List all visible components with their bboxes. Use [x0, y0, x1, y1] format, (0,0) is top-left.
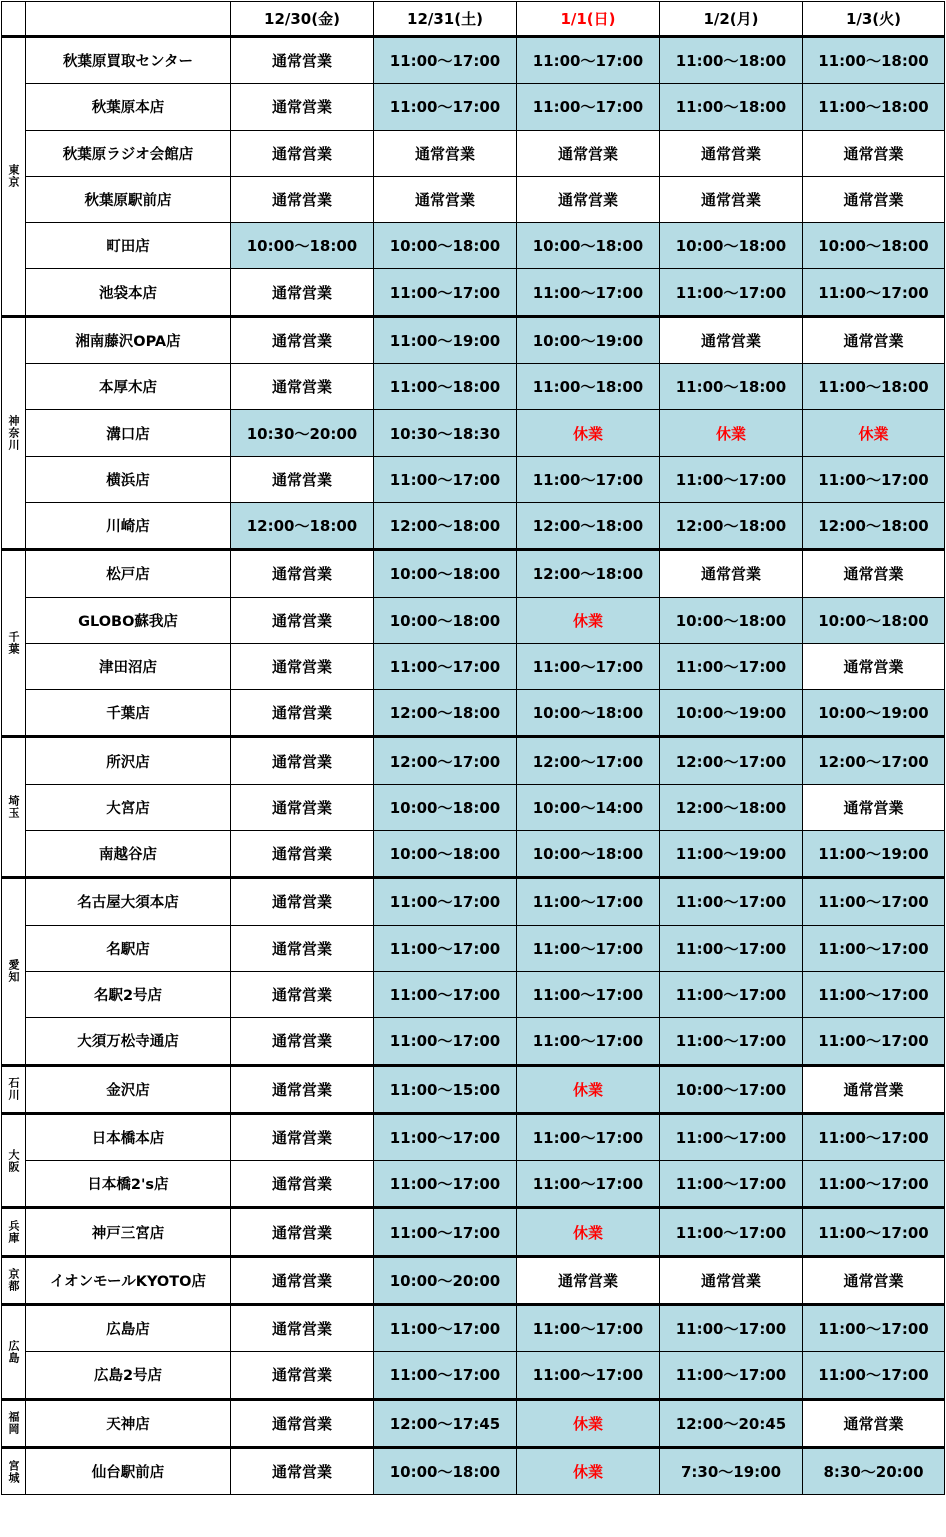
hours-cell: 通常営業	[803, 316, 945, 363]
hours-cell: 11:00〜17:00	[803, 1018, 945, 1065]
hours-cell: 通常営業	[660, 316, 803, 363]
hours-cell: 10:00〜18:00	[231, 223, 374, 269]
prefecture-label: 千葉	[2, 550, 26, 737]
hours-cell: 10:00〜18:00	[374, 597, 517, 643]
hours-cell: 10:30〜18:30	[374, 410, 517, 456]
hours-cell: 通常営業	[231, 971, 374, 1017]
hours-cell: 12:00〜20:45	[660, 1399, 803, 1447]
store-name: 南越谷店	[26, 831, 231, 878]
table-row	[2, 364, 945, 410]
store-name: 本厚木店	[26, 364, 231, 410]
hours-cell: 11:00〜17:00	[374, 84, 517, 130]
hours-cell: 11:00〜17:00	[374, 1208, 517, 1256]
hours-cell: 11:00〜18:00	[660, 37, 803, 84]
hours-cell: 12:00〜18:00	[374, 690, 517, 737]
hours-cell: 10:00〜18:00	[374, 784, 517, 830]
prefecture-group	[2, 316, 945, 549]
hours-cell: 10:00〜17:00	[660, 1065, 803, 1113]
hours-cell: 通常営業	[660, 176, 803, 222]
closed-cell: 休業	[660, 410, 803, 456]
hours-cell: 11:00〜17:00	[374, 925, 517, 971]
store-name: 池袋本店	[26, 269, 231, 316]
hours-cell: 通常営業	[231, 84, 374, 130]
hours-cell: 11:00〜17:00	[517, 269, 660, 316]
hours-cell: 10:00〜18:00	[374, 550, 517, 597]
hours-cell: 通常営業	[231, 1352, 374, 1399]
prefecture-label: 神奈川	[2, 316, 26, 549]
store-name: 広島店	[26, 1305, 231, 1352]
store-name: 広島2号店	[26, 1352, 231, 1399]
hours-cell: 通常営業	[231, 1113, 374, 1160]
hours-cell: 通常営業	[231, 1399, 374, 1447]
hours-cell: 12:00〜18:00	[660, 784, 803, 830]
hours-cell: 通常営業	[231, 690, 374, 737]
hours-cell: 11:00〜17:00	[803, 1305, 945, 1352]
table-row	[2, 784, 945, 830]
hours-cell: 10:00〜18:00	[517, 690, 660, 737]
store-name: 秋葉原駅前店	[26, 176, 231, 222]
hours-cell: 12:00〜18:00	[374, 502, 517, 549]
store-name: 日本橋2's店	[26, 1161, 231, 1208]
hours-cell: 通常営業	[231, 1018, 374, 1065]
hours-cell: 11:00〜17:00	[374, 1113, 517, 1160]
hours-cell: 11:00〜17:00	[660, 269, 803, 316]
hours-cell: 12:00〜17:00	[660, 737, 803, 784]
hours-cell: 11:00〜17:00	[803, 269, 945, 316]
hours-cell: 11:00〜17:00	[374, 269, 517, 316]
hours-cell: 12:00〜18:00	[231, 502, 374, 549]
prefecture-label: 大阪	[2, 1113, 26, 1208]
prefecture-group	[2, 37, 945, 317]
hours-cell: 12:00〜17:45	[374, 1399, 517, 1447]
date-header: 12/31(土)	[374, 2, 517, 37]
hours-cell: 通常営業	[517, 130, 660, 176]
store-name: 天神店	[26, 1399, 231, 1447]
hours-cell: 11:00〜17:00	[803, 1352, 945, 1399]
hours-cell: 通常営業	[803, 784, 945, 830]
prefecture-label: 埼玉	[2, 737, 26, 878]
hours-cell: 通常営業	[803, 643, 945, 689]
hours-cell: 通常営業	[660, 1256, 803, 1304]
hours-cell: 10:00〜14:00	[517, 784, 660, 830]
hours-cell: 通常営業	[231, 831, 374, 878]
hours-cell: 通常営業	[803, 176, 945, 222]
store-name: 金沢店	[26, 1065, 231, 1113]
prefecture-group	[2, 1399, 945, 1447]
hours-cell: 通常営業	[517, 176, 660, 222]
hours-cell: 7:30〜19:00	[660, 1447, 803, 1494]
hours-cell: 11:00〜19:00	[660, 831, 803, 878]
holiday-hours-table	[1, 1, 945, 1495]
hours-cell: 通常営業	[231, 364, 374, 410]
hours-cell: 通常営業	[660, 130, 803, 176]
hours-cell: 11:00〜17:00	[803, 971, 945, 1017]
table-row	[2, 84, 945, 130]
hours-cell: 11:00〜17:00	[660, 643, 803, 689]
hours-cell: 11:00〜17:00	[517, 643, 660, 689]
hours-cell: 通常営業	[517, 1256, 660, 1304]
table-row	[2, 597, 945, 643]
hours-cell: 11:00〜17:00	[660, 971, 803, 1017]
hours-cell: 11:00〜17:00	[517, 84, 660, 130]
hours-cell: 11:00〜17:00	[517, 456, 660, 502]
hours-cell: 11:00〜19:00	[803, 831, 945, 878]
store-name: GLOBO蘇我店	[26, 597, 231, 643]
hours-cell: 通常営業	[803, 1065, 945, 1113]
prefecture-group	[2, 1305, 945, 1400]
hours-cell: 11:00〜17:00	[803, 1161, 945, 1208]
prefecture-label: 愛知	[2, 878, 26, 1065]
hours-cell: 10:00〜18:00	[517, 831, 660, 878]
store-name: 溝口店	[26, 410, 231, 456]
hours-cell: 11:00〜17:00	[517, 925, 660, 971]
hours-cell: 10:00〜18:00	[374, 223, 517, 269]
prefecture-group	[2, 1208, 945, 1256]
store-name: 神戸三宮店	[26, 1208, 231, 1256]
prefecture-label: 広島	[2, 1305, 26, 1400]
store-name: 名駅店	[26, 925, 231, 971]
hours-cell: 通常営業	[231, 1208, 374, 1256]
store-name: 津田沼店	[26, 643, 231, 689]
hours-cell: 11:00〜17:00	[517, 1352, 660, 1399]
hours-cell: 11:00〜17:00	[660, 1208, 803, 1256]
hours-cell: 11:00〜17:00	[660, 1113, 803, 1160]
prefecture-label: 福岡	[2, 1399, 26, 1447]
hours-cell: 11:00〜17:00	[374, 643, 517, 689]
store-name: 町田店	[26, 223, 231, 269]
table-row	[2, 410, 945, 456]
hours-cell: 10:00〜18:00	[517, 223, 660, 269]
hours-cell: 通常営業	[231, 1065, 374, 1113]
hours-cell: 通常営業	[231, 316, 374, 363]
hours-cell: 通常営業	[231, 784, 374, 830]
table-row	[2, 502, 945, 549]
store-name: 名古屋大須本店	[26, 878, 231, 925]
hours-cell: 通常営業	[231, 1447, 374, 1494]
header-row	[2, 2, 945, 37]
hours-cell: 12:00〜18:00	[660, 502, 803, 549]
hours-cell: 11:00〜17:00	[517, 37, 660, 84]
hours-cell: 通常営業	[231, 925, 374, 971]
hours-cell: 12:00〜18:00	[517, 550, 660, 597]
hours-cell: 11:00〜17:00	[660, 1161, 803, 1208]
table-row	[2, 1113, 945, 1160]
store-name: 横浜店	[26, 456, 231, 502]
hours-cell: 通常営業	[231, 456, 374, 502]
prefecture-group	[2, 1447, 945, 1494]
hours-cell: 11:00〜17:00	[803, 925, 945, 971]
hours-cell: 通常営業	[803, 1399, 945, 1447]
hours-cell: 10:00〜19:00	[660, 690, 803, 737]
hours-cell: 11:00〜17:00	[660, 1018, 803, 1065]
hours-cell: 12:00〜18:00	[517, 502, 660, 549]
store-name: 秋葉原本店	[26, 84, 231, 130]
hours-cell: 通常営業	[231, 550, 374, 597]
hours-cell: 11:00〜18:00	[374, 364, 517, 410]
table-row	[2, 1447, 945, 1494]
prefecture-group	[2, 1256, 945, 1304]
hours-cell: 11:00〜17:00	[660, 1305, 803, 1352]
store-name: 大須万松寺通店	[26, 1018, 231, 1065]
hours-cell: 11:00〜17:00	[517, 1018, 660, 1065]
hours-cell: 11:00〜17:00	[517, 1161, 660, 1208]
hours-cell: 10:30〜20:00	[231, 410, 374, 456]
store-name: 日本橋本店	[26, 1113, 231, 1160]
table-row	[2, 1305, 945, 1352]
table-row	[2, 971, 945, 1017]
hours-cell: 11:00〜17:00	[374, 456, 517, 502]
hours-cell: 10:00〜18:00	[374, 831, 517, 878]
prefecture-label: 石川	[2, 1065, 26, 1113]
hours-cell: 11:00〜18:00	[517, 364, 660, 410]
corner-cell	[26, 2, 231, 37]
prefecture-label: 東京	[2, 37, 26, 317]
table-row	[2, 737, 945, 784]
table-row	[2, 223, 945, 269]
hours-cell: 10:00〜18:00	[803, 223, 945, 269]
hours-cell: 通常営業	[231, 878, 374, 925]
hours-cell: 10:00〜20:00	[374, 1256, 517, 1304]
hours-cell: 11:00〜17:00	[660, 925, 803, 971]
store-name: 松戸店	[26, 550, 231, 597]
hours-cell: 通常営業	[803, 1256, 945, 1304]
hours-cell: 通常営業	[803, 550, 945, 597]
store-name: 湘南藤沢OPA店	[26, 316, 231, 363]
hours-cell: 11:00〜15:00	[374, 1065, 517, 1113]
date-header: 1/1(日)	[517, 2, 660, 37]
hours-cell: 11:00〜19:00	[374, 316, 517, 363]
hours-cell: 通常営業	[803, 130, 945, 176]
table-row	[2, 1018, 945, 1065]
hours-cell: 通常営業	[231, 1305, 374, 1352]
store-name: イオンモールKYOTO店	[26, 1256, 231, 1304]
prefecture-label: 兵庫	[2, 1208, 26, 1256]
corner-cell	[2, 2, 26, 37]
table-header	[2, 2, 945, 37]
prefecture-group	[2, 878, 945, 1065]
hours-cell: 11:00〜18:00	[803, 84, 945, 130]
hours-cell: 11:00〜17:00	[517, 1113, 660, 1160]
table-row	[2, 1161, 945, 1208]
table-row	[2, 176, 945, 222]
hours-cell: 通常営業	[231, 1161, 374, 1208]
table-row	[2, 1208, 945, 1256]
prefecture-group	[2, 737, 945, 878]
hours-cell: 通常営業	[231, 1256, 374, 1304]
hours-cell: 10:00〜18:00	[660, 597, 803, 643]
closed-cell: 休業	[517, 1447, 660, 1494]
hours-cell: 通常営業	[374, 130, 517, 176]
table-row	[2, 1065, 945, 1113]
hours-cell: 通常営業	[231, 643, 374, 689]
hours-cell: 通常営業	[231, 737, 374, 784]
prefecture-label: 宮城	[2, 1447, 26, 1494]
store-name: 大宮店	[26, 784, 231, 830]
hours-cell: 10:00〜19:00	[517, 316, 660, 363]
closed-cell: 休業	[517, 597, 660, 643]
table-row	[2, 550, 945, 597]
store-name: 仙台駅前店	[26, 1447, 231, 1494]
table-row	[2, 1352, 945, 1399]
table-row	[2, 878, 945, 925]
hours-cell: 11:00〜18:00	[803, 364, 945, 410]
hours-cell: 通常営業	[660, 550, 803, 597]
store-name: 秋葉原買取センター	[26, 37, 231, 84]
hours-cell: 11:00〜17:00	[374, 37, 517, 84]
date-header: 12/30(金)	[231, 2, 374, 37]
store-name: 所沢店	[26, 737, 231, 784]
hours-cell: 11:00〜18:00	[660, 364, 803, 410]
hours-cell: 10:00〜19:00	[803, 690, 945, 737]
hours-cell: 11:00〜17:00	[374, 878, 517, 925]
table-row	[2, 1256, 945, 1304]
hours-cell: 通常営業	[231, 37, 374, 84]
store-name: 秋葉原ラジオ会館店	[26, 130, 231, 176]
hours-cell: 11:00〜17:00	[803, 878, 945, 925]
date-header: 1/3(火)	[803, 2, 945, 37]
hours-cell: 10:00〜18:00	[803, 597, 945, 643]
hours-cell: 11:00〜17:00	[803, 1113, 945, 1160]
hours-cell: 11:00〜17:00	[374, 1161, 517, 1208]
hours-cell: 11:00〜18:00	[660, 84, 803, 130]
hours-cell: 11:00〜17:00	[517, 971, 660, 1017]
table-row	[2, 690, 945, 737]
hours-cell: 12:00〜17:00	[803, 737, 945, 784]
hours-cell: 11:00〜17:00	[803, 1208, 945, 1256]
hours-cell: 10:00〜18:00	[374, 1447, 517, 1494]
table-row	[2, 925, 945, 971]
date-header: 1/2(月)	[660, 2, 803, 37]
table-row	[2, 130, 945, 176]
prefecture-group	[2, 1113, 945, 1208]
hours-cell: 11:00〜17:00	[374, 971, 517, 1017]
table-row	[2, 269, 945, 316]
table-row	[2, 456, 945, 502]
hours-cell: 11:00〜17:00	[517, 1305, 660, 1352]
closed-cell: 休業	[517, 1208, 660, 1256]
hours-cell: 12:00〜18:00	[803, 502, 945, 549]
hours-cell: 11:00〜17:00	[660, 878, 803, 925]
hours-cell: 10:00〜18:00	[660, 223, 803, 269]
hours-cell: 通常営業	[231, 130, 374, 176]
hours-cell: 12:00〜17:00	[374, 737, 517, 784]
prefecture-label: 京都	[2, 1256, 26, 1304]
table-row	[2, 316, 945, 363]
closed-cell: 休業	[517, 410, 660, 456]
store-name: 名駅2号店	[26, 971, 231, 1017]
hours-cell: 通常営業	[231, 269, 374, 316]
prefecture-group	[2, 1065, 945, 1113]
table-row	[2, 643, 945, 689]
closed-cell: 休業	[517, 1399, 660, 1447]
hours-cell: 11:00〜17:00	[374, 1352, 517, 1399]
table-row	[2, 37, 945, 84]
table-row	[2, 1399, 945, 1447]
hours-cell: 11:00〜17:00	[517, 878, 660, 925]
store-name: 川崎店	[26, 502, 231, 549]
hours-cell: 11:00〜17:00	[803, 456, 945, 502]
hours-cell: 8:30〜20:00	[803, 1447, 945, 1494]
hours-cell: 12:00〜17:00	[517, 737, 660, 784]
hours-cell: 11:00〜17:00	[374, 1018, 517, 1065]
prefecture-group	[2, 550, 945, 737]
hours-cell: 11:00〜17:00	[660, 456, 803, 502]
closed-cell: 休業	[803, 410, 945, 456]
hours-cell: 11:00〜18:00	[803, 37, 945, 84]
store-name: 千葉店	[26, 690, 231, 737]
hours-cell: 通常営業	[231, 176, 374, 222]
hours-cell: 通常営業	[231, 597, 374, 643]
closed-cell: 休業	[517, 1065, 660, 1113]
table-row	[2, 831, 945, 878]
hours-cell: 通常営業	[374, 176, 517, 222]
hours-cell: 11:00〜17:00	[660, 1352, 803, 1399]
hours-cell: 11:00〜17:00	[374, 1305, 517, 1352]
